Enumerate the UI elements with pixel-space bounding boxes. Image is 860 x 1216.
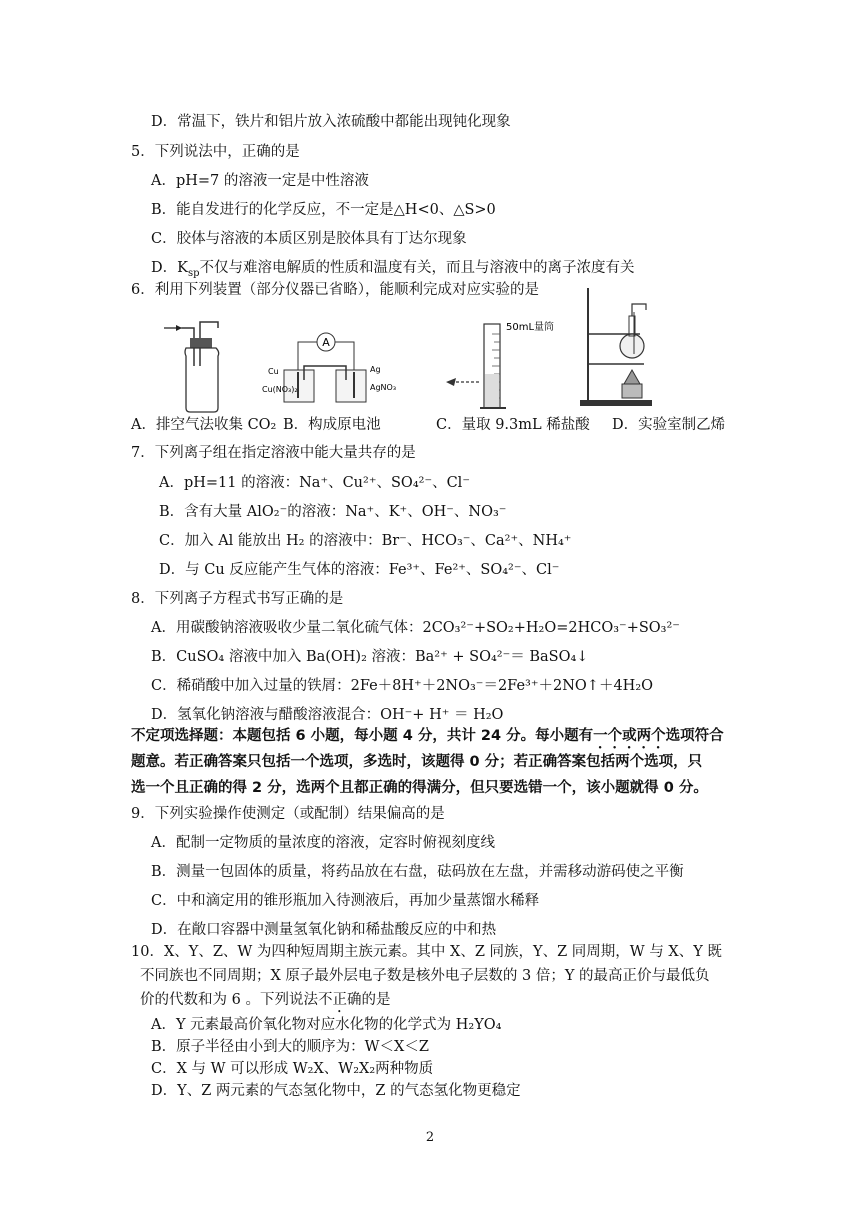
q6-stem: 6．利用下列装置（部分仪器已省略），能顺利完成对应实验的是 bbox=[131, 282, 539, 298]
galvanic-cell-figure bbox=[262, 328, 412, 408]
cylinder-label: 50mL量筒 bbox=[506, 322, 555, 333]
q5-option-a: A．pH=7 的溶液一定是中性溶液 bbox=[151, 173, 369, 189]
section-instructions-line1: 不定项选择题：本题包括 6 小题，每小题 4 分，共计 24 分。每小题有一个或两个选项符合 bbox=[131, 728, 724, 744]
q7-option-b: B．含有大量 AlO₂⁻的溶液：Na⁺、K⁺、OH⁻、NO₃⁻ bbox=[159, 504, 507, 520]
q10-option-a: A．Y 元素最高价氧化物对应水化物的化学式为 H₂YO₄ bbox=[151, 1017, 502, 1033]
section-instructions-line3: 选一个且正确的得 2 分，选两个且都正确的得满分，但只要选错一个，该小题就得 0 分。 bbox=[131, 780, 708, 796]
q5-option-b: B．能自发进行的化学反应，不一定是△H<0、△S>0 bbox=[151, 202, 496, 218]
q7-option-c: C．加入 Al 能放出 H₂ 的溶液中：Br⁻、HCO₃⁻、Ca²⁺、NH₄⁺ bbox=[159, 533, 572, 549]
q8-option-a: A．用碳酸钠溶液吸收少量二氧化硫气体：2CO₃²⁻+SO₂+H₂O=2HCO₃⁻+SO₃²⁻ bbox=[151, 620, 680, 636]
q10-stem-line1: 10．X、Y、Z、W 为四种短周期主族元素。其中 X、Z 同族，Y、Z 同周期，W 与 X、Y 既 bbox=[131, 944, 722, 960]
q8-option-b: B．CuSO₄ 溶液中加入 Ba(OH)₂ 溶液：Ba²⁺ + SO₄²⁻＝ BaSO₄↓ bbox=[151, 649, 589, 665]
cu-label: Cu bbox=[268, 367, 279, 376]
q5-option-c: C．胶体与溶液的本质区别是胶体具有丁达尔现象 bbox=[151, 231, 467, 247]
q10-option-c: C．X 与 W 可以形成 W₂X、W₂X₂两种物质 bbox=[151, 1061, 434, 1077]
agno3-label: AgNO₃ bbox=[370, 383, 397, 392]
q6-option-b: B．构成原电池 bbox=[283, 417, 381, 433]
q7-stem: 7．下列离子组在指定溶液中能大量共存的是 bbox=[131, 445, 416, 461]
q9-option-c: C．中和滴定用的锥形瓶加入待测液后，再加少量蒸馏水稀释 bbox=[151, 893, 540, 909]
q9-option-a: A．配制一定物质的量浓度的溶液，定容时俯视刻度线 bbox=[151, 835, 495, 851]
ag-label: Ag bbox=[370, 365, 381, 374]
q10-option-d: D．Y、Z 两元素的气态氢化物中，Z 的气态氢化物更稳定 bbox=[151, 1083, 521, 1099]
ammeter-label: A bbox=[322, 336, 330, 349]
q5-stem: 5．下列说法中，正确的是 bbox=[131, 144, 300, 160]
q10-stem-line2: 不同族也不同周期；X 原子最外层电子数是核外电子层数的 3 倍；Y 的最高正价与最低负 bbox=[140, 968, 710, 984]
page-number: 2 bbox=[425, 1130, 435, 1145]
q8-option-c: C．稀硝酸中加入过量的铁屑：2Fe＋8H⁺＋2NO₃⁻＝2Fe³⁺＋2NO↑＋4H₂O bbox=[151, 678, 654, 694]
q8-stem: 8．下列离子方程式书写正确的是 bbox=[131, 591, 344, 607]
q5-option-d: D．$K_{sp}$不仅与难溶电解质的性质和温度有关，而且与溶液中的离子浓度有关 bbox=[151, 260, 635, 279]
ethylene-apparatus-figure bbox=[580, 284, 660, 410]
q9-stem: 9．下列实验操作使测定（或配制）结果偏高的是 bbox=[131, 806, 445, 822]
gas-bottle-figure bbox=[160, 316, 240, 416]
q10-stem-line3: 价的代数和为 6 。下列说法不正确的是 bbox=[140, 992, 391, 1008]
q7-option-d: D．与 Cu 反应能产生气体的溶液：Fe³⁺、Fe²⁺、SO₄²⁻、Cl⁻ bbox=[159, 562, 560, 578]
section-instructions-line2: 题意。若正确答案只包括一个选项，多选时，该题得 0 分；若正确答案包括两个选项，只 bbox=[131, 754, 703, 770]
q10-option-b: B．原子半径由小到大的顺序为：W＜X＜Z bbox=[151, 1039, 429, 1055]
cuno3-label: Cu(NO₃)₂ bbox=[262, 385, 298, 394]
q6-option-a: A．排空气法收集 CO₂ bbox=[131, 417, 277, 433]
q8-option-d: D．氢氧化钠溶液与醋酸溶液混合：OH⁻+ H⁺ ＝ H₂O bbox=[151, 707, 504, 723]
q6-option-c: C．量取 9.3mL 稀盐酸 bbox=[436, 417, 590, 433]
q4-option-d: D．常温下，铁片和铝片放入浓硫酸中都能出现钝化现象 bbox=[151, 114, 511, 130]
q9-option-b: B．测量一包固体的质量，将药品放在右盘，砝码放在左盘，并需移动游码使之平衡 bbox=[151, 864, 684, 880]
q6-option-d: D．实验室制乙烯 bbox=[612, 417, 726, 433]
q9-option-d: D．在敞口容器中测量氢氧化钠和稀盐酸反应的中和热 bbox=[151, 922, 497, 938]
measuring-cylinder-figure bbox=[444, 314, 574, 414]
q7-option-a: A．pH=11 的溶液：Na⁺、Cu²⁺、SO₄²⁻、Cl⁻ bbox=[159, 475, 470, 491]
